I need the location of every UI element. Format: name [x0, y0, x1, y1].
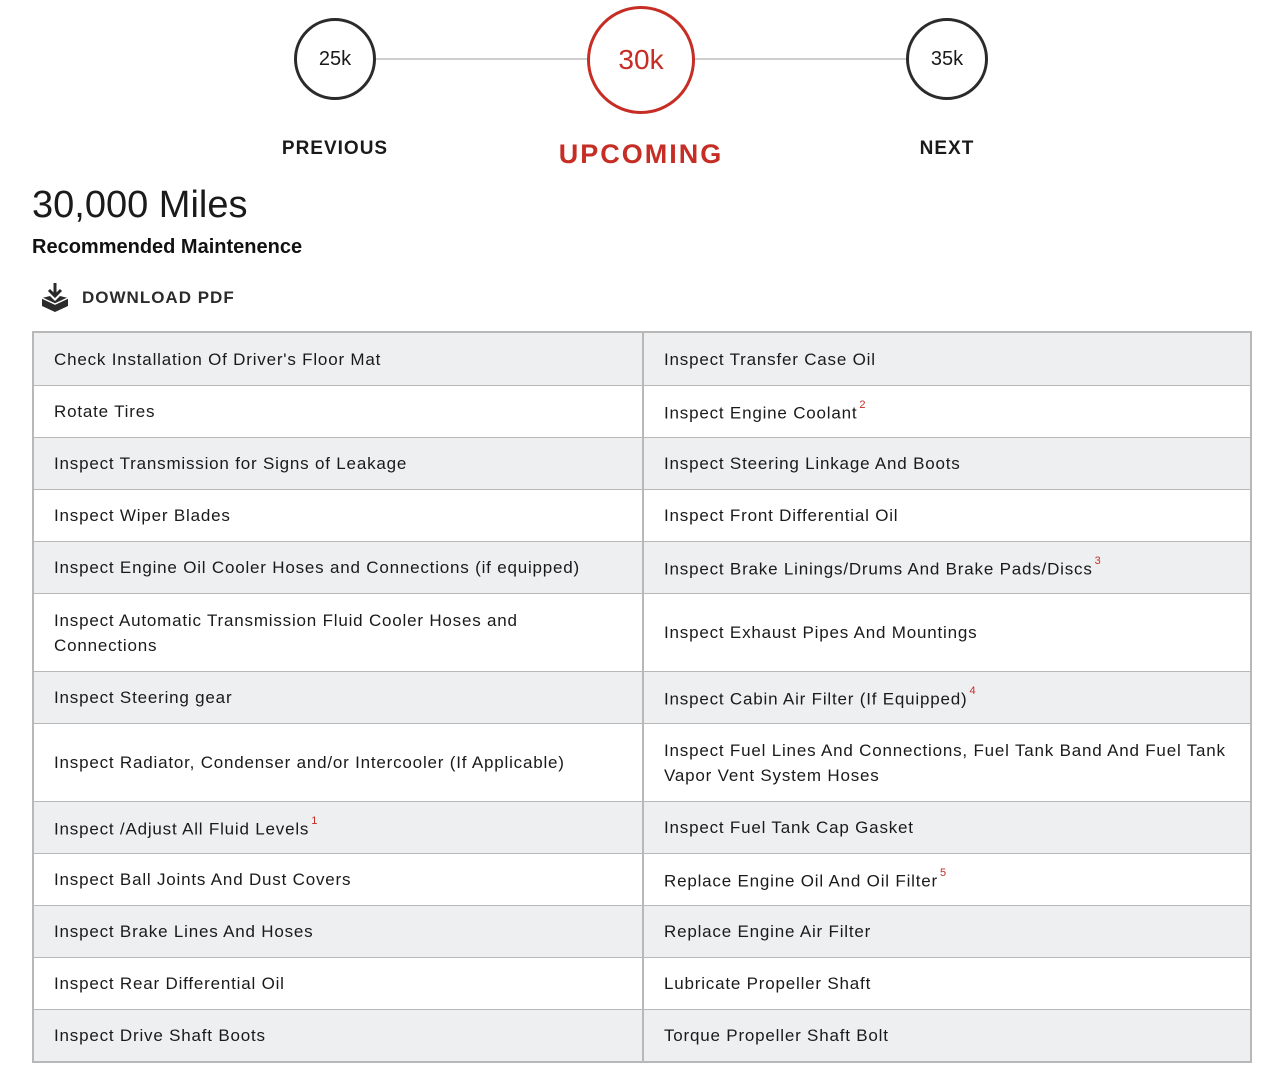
upcoming-interval-button[interactable]: 30k [587, 6, 695, 114]
maintenance-item-text: Inspect Exhaust Pipes And Mountings [664, 623, 978, 642]
footnote-marker[interactable]: 1 [311, 815, 319, 828]
maintenance-item-text: Inspect Drive Shaft Boots [54, 1026, 266, 1045]
table-row [34, 541, 1250, 593]
maintenance-item-text: Inspect Steering Linkage And Boots [664, 454, 961, 473]
table-cell [644, 594, 1250, 671]
table-row [34, 489, 1250, 541]
footnote-marker[interactable]: 5 [939, 867, 947, 880]
maintenance-item-text: Inspect Engine Oil Cooler Hoses and Connections (if equipped) [54, 558, 581, 577]
table-cell [34, 802, 644, 853]
download-pdf-button[interactable] [38, 282, 235, 314]
timeline-connector [376, 58, 588, 60]
maintenance-item-text: Inspect Rear Differential Oil [54, 974, 285, 993]
upcoming-label: UPCOMING [558, 139, 724, 169]
maintenance-item-text: Inspect Fuel Tank Cap Gasket [664, 818, 914, 837]
footnote-marker[interactable]: 2 [859, 399, 867, 412]
table-row [34, 385, 1250, 437]
next-interval-button[interactable]: 35k [906, 18, 988, 100]
table-cell [644, 438, 1250, 489]
table-cell [644, 854, 1250, 905]
table-cell [34, 594, 644, 671]
table-cell [644, 490, 1250, 541]
table-cell [34, 724, 644, 801]
maintenance-item-text: Inspect Transfer Case Oil [664, 349, 876, 369]
maintenance-item-text: Inspect /Adjust All Fluid Levels [54, 819, 310, 839]
maintenance-table [32, 331, 1252, 1063]
maintenance-item-text: Inspect Wiper Blades [54, 506, 231, 525]
table-row [34, 723, 1250, 801]
maintenance-item-text: Rotate Tires [54, 402, 156, 421]
table-row [34, 593, 1250, 671]
maintenance-item-text: Replace Engine Oil And Oil Filter [664, 871, 938, 891]
table-cell [644, 1010, 1250, 1061]
previous-label[interactable]: PREVIOUS [281, 138, 389, 159]
table-row [34, 853, 1250, 905]
maintenance-item-text: Torque Propeller Shaft Bolt [664, 1026, 889, 1045]
table-row [34, 437, 1250, 489]
table-cell [644, 672, 1250, 723]
maintenance-item-text: Inspect Transmission for Signs of Leakage [54, 454, 408, 473]
maintenance-item-text: Replace Engine Air Filter [664, 922, 872, 941]
table-cell [34, 490, 644, 541]
maintenance-item-text: Inspect Engine Coolant [664, 403, 858, 423]
table-cell [644, 958, 1250, 1009]
maintenance-item-text: Inspect Brake Linings/Drums And Brake Pads/Discs [664, 559, 1093, 579]
maintenance-item-text: Inspect Fuel Lines And Connections, Fuel Tank Band And Fuel Tank Vapor Vent System Hoses [664, 740, 1226, 785]
download-tray-icon [38, 282, 72, 314]
table-row [34, 333, 1250, 385]
maintenance-item-text: Inspect Steering gear [54, 688, 233, 707]
next-label[interactable]: NEXT [919, 138, 975, 159]
table-cell [644, 333, 1250, 385]
table-cell [644, 724, 1250, 801]
table-cell [34, 958, 644, 1009]
maintenance-item-text: Inspect Automatic Transmission Fluid Cooler Hoses and Connections [54, 610, 518, 655]
table-cell [644, 906, 1250, 957]
maintenance-item-text: Inspect Cabin Air Filter (If Equipped) [664, 689, 968, 709]
table-cell [34, 542, 644, 593]
table-row [34, 957, 1250, 1009]
table-row [34, 905, 1250, 957]
table-cell [34, 854, 644, 905]
table-cell [34, 906, 644, 957]
footnote-marker[interactable]: 3 [1094, 555, 1102, 568]
table-cell [34, 333, 644, 385]
table-cell [34, 386, 644, 437]
table-cell [644, 542, 1250, 593]
maintenance-item-text: Inspect Brake Lines And Hoses [54, 922, 314, 941]
section-subtitle: Recommended Maintenence [32, 236, 303, 258]
footnote-marker[interactable]: 4 [969, 685, 977, 698]
maintenance-item-text: Inspect Front Differential Oil [664, 506, 899, 525]
table-row [34, 801, 1250, 853]
table-cell [644, 386, 1250, 437]
download-pdf-label: DOWNLOAD PDF [82, 288, 235, 307]
table-row [34, 1009, 1250, 1061]
table-cell [34, 672, 644, 723]
mileage-timeline [0, 0, 1280, 180]
maintenance-item-text: Lubricate Propeller Shaft [664, 974, 872, 993]
table-row [34, 671, 1250, 723]
timeline-connector [694, 58, 908, 60]
page-title: 30,000 Miles [32, 184, 248, 226]
maintenance-item-text: Check Installation Of Driver's Floor Mat [54, 349, 382, 369]
maintenance-item-text: Inspect Ball Joints And Dust Covers [54, 870, 352, 889]
table-cell [644, 802, 1250, 853]
table-cell [34, 1010, 644, 1061]
table-cell [34, 438, 644, 489]
previous-interval-button[interactable]: 25k [294, 18, 376, 100]
maintenance-item-text: Inspect Radiator, Condenser and/or Intercooler (If Applicable) [54, 753, 565, 772]
